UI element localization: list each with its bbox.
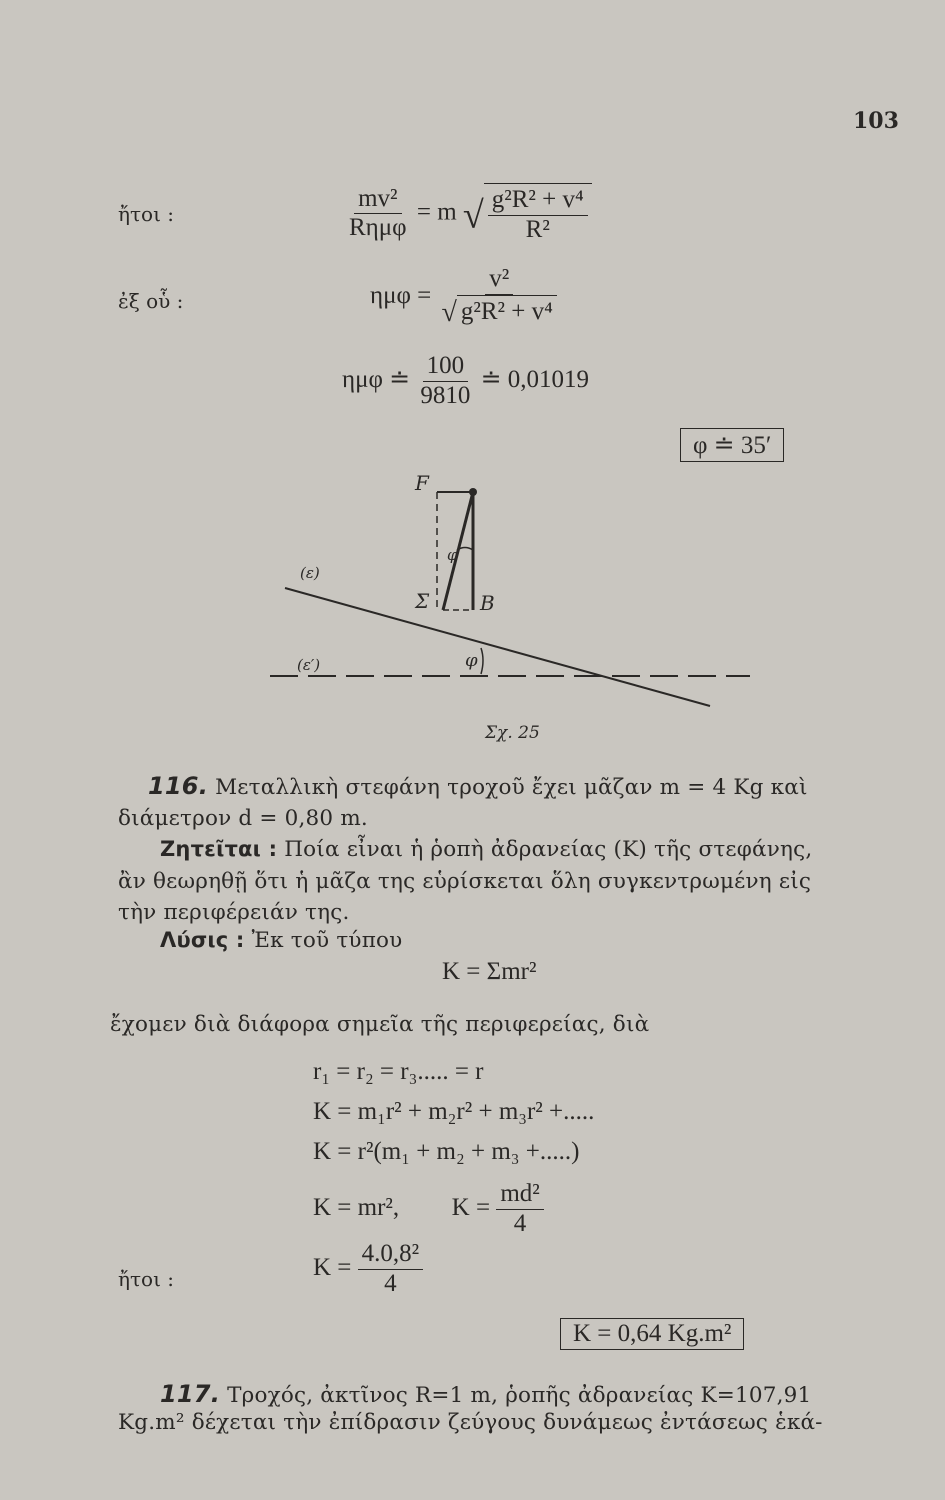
eq-5-lhs: K = <box>313 1253 352 1281</box>
f1-lhs-num: mv² <box>354 185 401 215</box>
p116-text-4: ἂν θεωρηθῇ ὅτι ἡ μᾶζα της εὑρίσκεται ὅλη συγκεντρωμένη εἰς <box>118 869 812 894</box>
p116-text-1: Μεταλλικὴ στεφάνη τροχοῦ ἔχει μᾶζαν m = 4 Kg καὶ <box>215 775 808 800</box>
f2-num: v² <box>485 265 513 295</box>
p116-lysis-line <box>160 928 402 953</box>
f3-den: 9810 <box>420 381 471 409</box>
label-sigma: Σ <box>415 589 430 613</box>
problem-117-number: 117. <box>160 1380 221 1408</box>
inclined-line <box>285 588 710 706</box>
figure-25 <box>265 470 765 770</box>
force-point <box>469 488 477 496</box>
label-epsilon: (ε) <box>300 564 320 582</box>
label-f: F <box>415 471 429 495</box>
f3-lhs: ημφ ≐ <box>342 365 411 393</box>
eq-4b-num: md² <box>496 1180 543 1210</box>
p116-zitite-line <box>160 837 812 862</box>
sqrt-icon-2: √ <box>441 296 457 328</box>
p116-text-3: Ποία εἶναι ἡ ῥοπὴ ἀδρανείας (Κ) τῆς στεφάνης, <box>284 837 813 862</box>
p116-text-7: ἔχομεν διὰ διάφορα σημεῖα τῆς περιφερείας, διὰ <box>110 1012 650 1037</box>
label-b: B <box>480 591 495 615</box>
f2-rad: g²R² + v⁴ <box>457 295 557 327</box>
problem-117-line1 <box>160 1380 811 1408</box>
label-phi-top: φ <box>447 546 458 564</box>
formula-2 <box>370 265 561 329</box>
p116-text-5: τὴν περιφέρειάν της. <box>118 900 350 925</box>
lysis-heading: Λύσις : <box>160 928 245 952</box>
label-phi-bottom: φ <box>465 650 478 671</box>
problem-116-line1 <box>148 772 808 800</box>
figure-caption: Σχ. 25 <box>485 723 540 743</box>
eq-5-den: 4 <box>384 1269 397 1297</box>
eq-4 <box>313 1180 544 1239</box>
f1-rad-den: R² <box>525 215 550 243</box>
eq-1: r₁ = r₂ = r₃..... = r <box>313 1058 484 1085</box>
sqrt-icon: √ <box>462 194 484 237</box>
eq-5-num: 4.0,8² <box>358 1240 424 1270</box>
f1-rad-num: g²R² + v⁴ <box>488 186 588 216</box>
label-epsilon-prime: (ε′) <box>297 656 321 674</box>
eq-main: K = Σmr² <box>442 958 537 985</box>
f1-mid: = m <box>416 198 457 226</box>
f2-lhs: ημφ = <box>370 281 432 309</box>
boxed-phi-result: φ ≐ 35′ <box>680 428 784 462</box>
formula-3 <box>342 352 589 411</box>
eq-4a: K = mr², <box>313 1193 400 1221</box>
eq-4b-lhs: K = <box>451 1193 491 1221</box>
p116-text-2: διάμετρον d = 0,80 m. <box>118 806 368 831</box>
eq-4b-den: 4 <box>513 1209 527 1237</box>
label-itoi-2: ἤτοι : <box>118 1267 175 1291</box>
f3-num: 100 <box>423 352 469 382</box>
label-ex-ou: ἐξ οὗ : <box>118 289 184 313</box>
p116-text-6: Ἐκ τοῦ τύπου <box>251 928 403 953</box>
eq-2: K = m₁r² + m₂r² + m₃r² +..... <box>313 1098 595 1125</box>
label-itoi: ἤτοι : <box>118 202 175 226</box>
eq-3: K = r²(m₁ + m₂ + m₃ +.....) <box>313 1138 580 1165</box>
page-number: 103 <box>853 108 899 134</box>
f3-rhs: ≐ 0,01019 <box>480 365 590 393</box>
p117-text-1: Τροχός, ἀκτῖνος R=1 m, ῥοπῆς ἀδρανείας K=107,91 <box>227 1383 812 1408</box>
f1-lhs-den: Rημφ <box>349 214 407 242</box>
formula-1 <box>345 183 592 245</box>
zitite-heading: Ζητεῖται : <box>160 837 278 861</box>
eq-5 <box>313 1240 423 1299</box>
angle-arc-bottom <box>481 648 483 674</box>
boxed-k-result: K = 0,64 Kg.m² <box>560 1318 744 1350</box>
problem-116-number: 116. <box>148 772 209 800</box>
p117-text-2: Kg.m² δέχεται τὴν ἐπίδρασιν ζεύγους δυνάμεως ἐντάσεως ἑκά- <box>118 1410 823 1435</box>
